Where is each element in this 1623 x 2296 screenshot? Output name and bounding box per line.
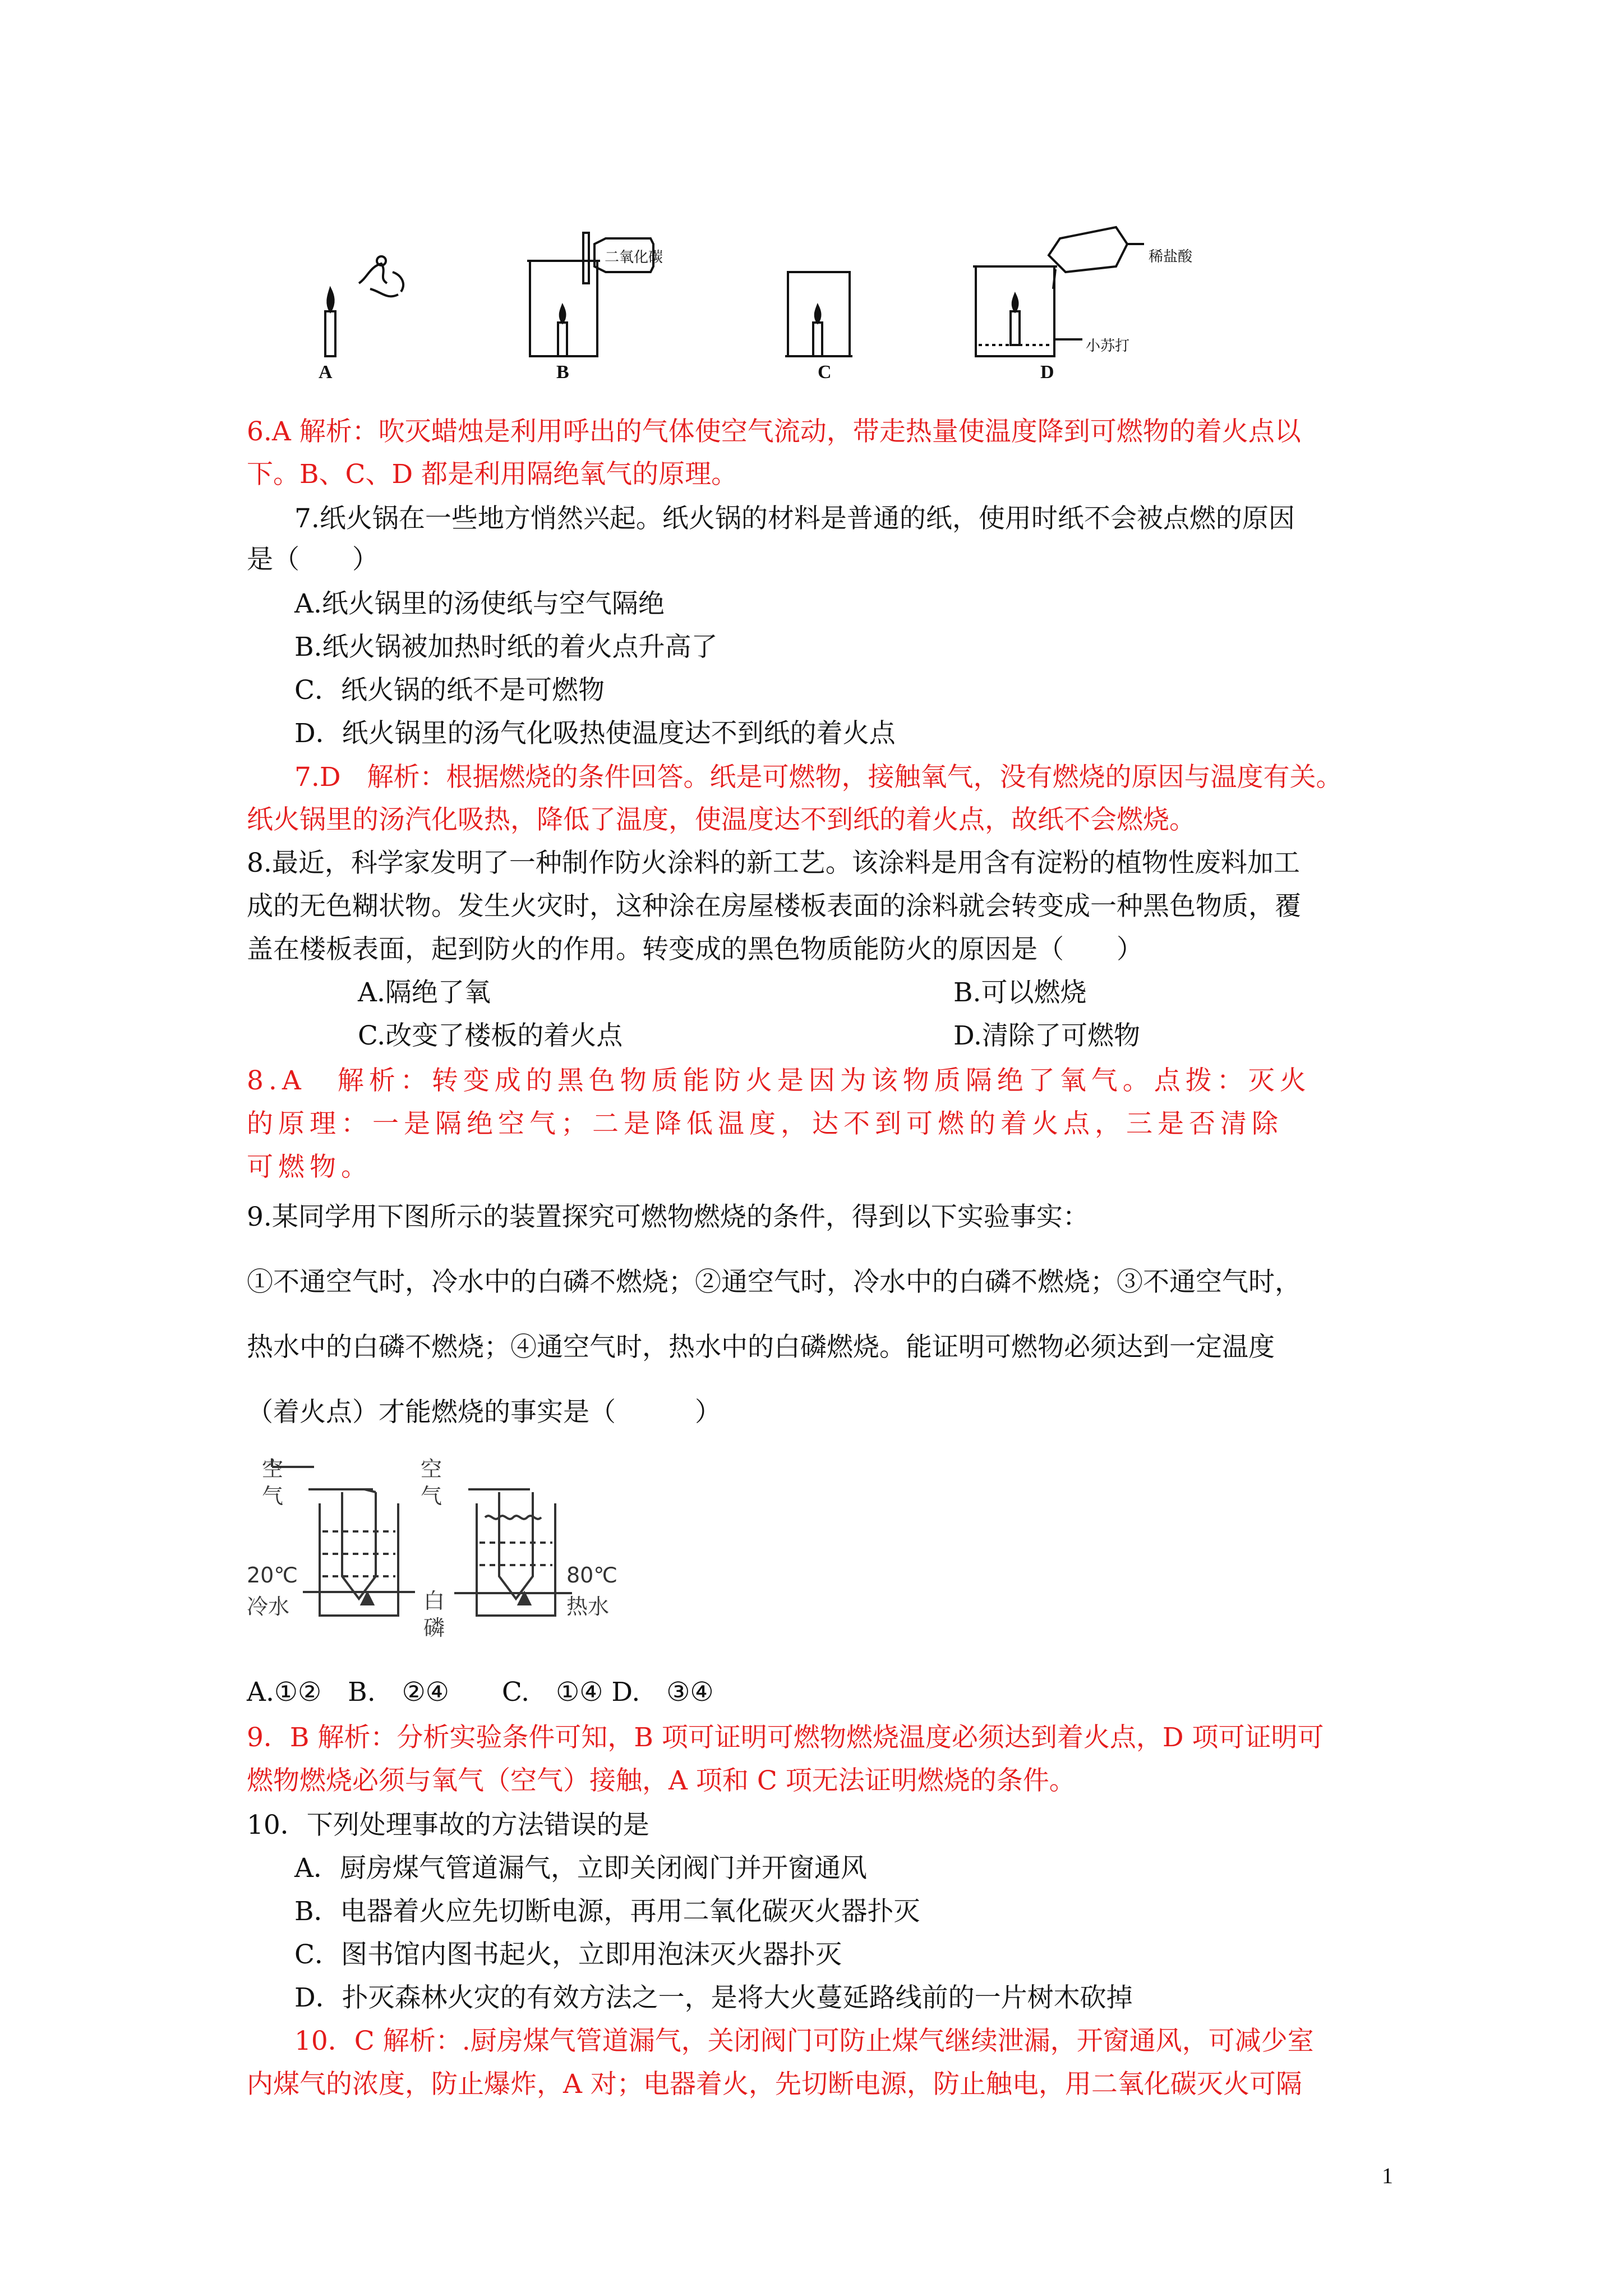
q8-stem-line-1: 8.最近，科学家发明了一种制作防火涂料的新工艺。该涂料是用含有淀粉的植物性废料加工: [247, 848, 1300, 878]
q6-answer-line-2: 下。B、C、D 都是利用隔绝氧气的原理。: [247, 459, 738, 490]
q10-option-d: D．扑灭森林火灾的有效方法之一，是将大火蔓延路线前的一片树木砍掉: [294, 1982, 1133, 2013]
q8-option-c: C.改变了楼板的着火点: [358, 1020, 623, 1051]
co2-label: 二氧化碳: [605, 249, 663, 266]
q9-stem-line-3: 热水中的白磷不燃烧；④通空气时，热水中的白磷燃烧。能证明可燃物必须达到一定温度: [247, 1332, 1275, 1363]
figure-label-d: D: [1040, 362, 1054, 383]
q8-answer-line-2: 的原理：一是隔绝空气；二是降低温度，达不到可燃的着火点，三是否清除: [247, 1108, 1283, 1139]
q9-stem-line-1: 9.某同学用下图所示的装置探究可燃物燃烧的条件，得到以下实验事实：: [247, 1202, 1089, 1232]
figure-label-c: C: [818, 362, 832, 383]
candle-experiments-figure: [303, 222, 1223, 395]
q8-answer-line-3: 可燃物。: [247, 1152, 372, 1182]
q9-stem-line-4: （着火点）才能燃烧的事实是（ ）: [247, 1397, 721, 1428]
q10-answer-line-2: 内煤气的浓度，防止爆炸，A 对；电器着火，先切断电源，防止触电，用二氧化碳灭火可隔: [247, 2069, 1302, 2100]
q7-answer-line-2: 纸火锅里的汤汽化吸热，降低了温度，使温度达不到纸的着火点，故纸不会燃烧。: [247, 804, 1196, 835]
q9-options: A.①② B. ②④ C. ①④ D. ③④: [247, 1677, 714, 1708]
q7-answer-line-1: 7.D 解析：根据燃烧的条件回答。纸是可燃物，接触氧气，没有燃烧的原因与温度有关。: [294, 762, 1343, 793]
page-number: 1: [1382, 2163, 1393, 2188]
q7-option-b: B.纸火锅被加热时纸的着火点升高了: [294, 632, 718, 662]
acid-label: 稀盐酸: [1149, 249, 1193, 265]
q6-answer-line-1: 6.A 解析：吹灭蜡烛是利用呼出的气体使空气流动，带走热量使温度降到可燃物的着火点以: [247, 416, 1301, 447]
q7-option-c: C．纸火锅的纸不是可燃物: [294, 675, 605, 706]
air-label-left: 空气: [262, 1457, 284, 1508]
figure-label-b: B: [556, 362, 569, 383]
figure-label-a: A: [319, 362, 333, 383]
q10-stem: 10．下列处理事故的方法错误的是: [247, 1810, 649, 1841]
cold-water-label: 冷水: [247, 1594, 290, 1619]
q10-option-a: A．厨房煤气管道漏气，立即关闭阀门并开窗通风: [294, 1853, 867, 1884]
figure-a-candle: [325, 256, 403, 356]
q8-stem-line-3: 盖在楼板表面，起到防火的作用。转变成的黑色物质能防火的原因是（ ）: [247, 934, 1143, 965]
q9-stem-line-2: ①不通空气时，冷水中的白磷不燃烧；②通空气时，冷水中的白磷不燃烧；③不通空气时，: [247, 1267, 1301, 1297]
hot-temp-label: 80℃: [566, 1563, 618, 1588]
soda-label: 小苏打: [1086, 338, 1130, 355]
q9-answer-line-1: 9．B 解析：分析实验条件可知，B 项可证明可燃物燃烧温度必须达到着火点，D 项可证明可: [247, 1722, 1324, 1753]
q8-option-a: A.隔绝了氧: [358, 977, 491, 1008]
q7-option-d: D．纸火锅里的汤气化吸热使温度达不到纸的着火点: [294, 718, 896, 749]
q7-stem-line-1: 7.纸火锅在一些地方悄然兴起。纸火锅的材料是普通的纸，使用时纸不会被点燃的原因: [294, 503, 1295, 534]
q9-answer-line-2: 燃物燃烧必须与氧气（空气）接触，A 项和 C 项无法证明燃烧的条件。: [247, 1765, 1076, 1796]
q8-option-b: B.可以燃烧: [953, 977, 1087, 1008]
figure-c-covered-candle: [785, 272, 852, 356]
q10-answer-line-1: 10．C 解析：.厨房煤气管道漏气，关闭阀门可防止煤气继续泄漏，开窗通风，可减少室: [294, 2026, 1314, 2056]
q8-answer-line-1: 8.A 解析：转变成的黑色物质能防火是因为该物质隔绝了氧气。点拨：灭火: [247, 1065, 1311, 1096]
q8-stem-line-2: 成的无色糊状物。发生火灾时，这种涂在房屋楼板表面的涂料就会转变成一种黑色物质，覆: [247, 891, 1301, 922]
q7-stem-line-2: 是（ ）: [247, 544, 379, 575]
q8-option-d: D.清除了可燃物: [953, 1020, 1140, 1051]
cold-temp-label: 20℃: [247, 1563, 298, 1588]
q7-option-a: A.纸火锅里的汤使纸与空气隔绝: [294, 588, 665, 619]
air-label-right: 空气: [421, 1457, 442, 1508]
hot-water-label: 热水: [566, 1594, 610, 1619]
white-phosphorus-label: 白磷: [423, 1589, 445, 1640]
q10-option-b: B．电器着火应先切断电源，再用二氧化碳灭火器扑灭: [294, 1896, 920, 1927]
q10-option-c: C．图书馆内图书起火，立即用泡沫灭火器扑灭: [294, 1939, 842, 1970]
